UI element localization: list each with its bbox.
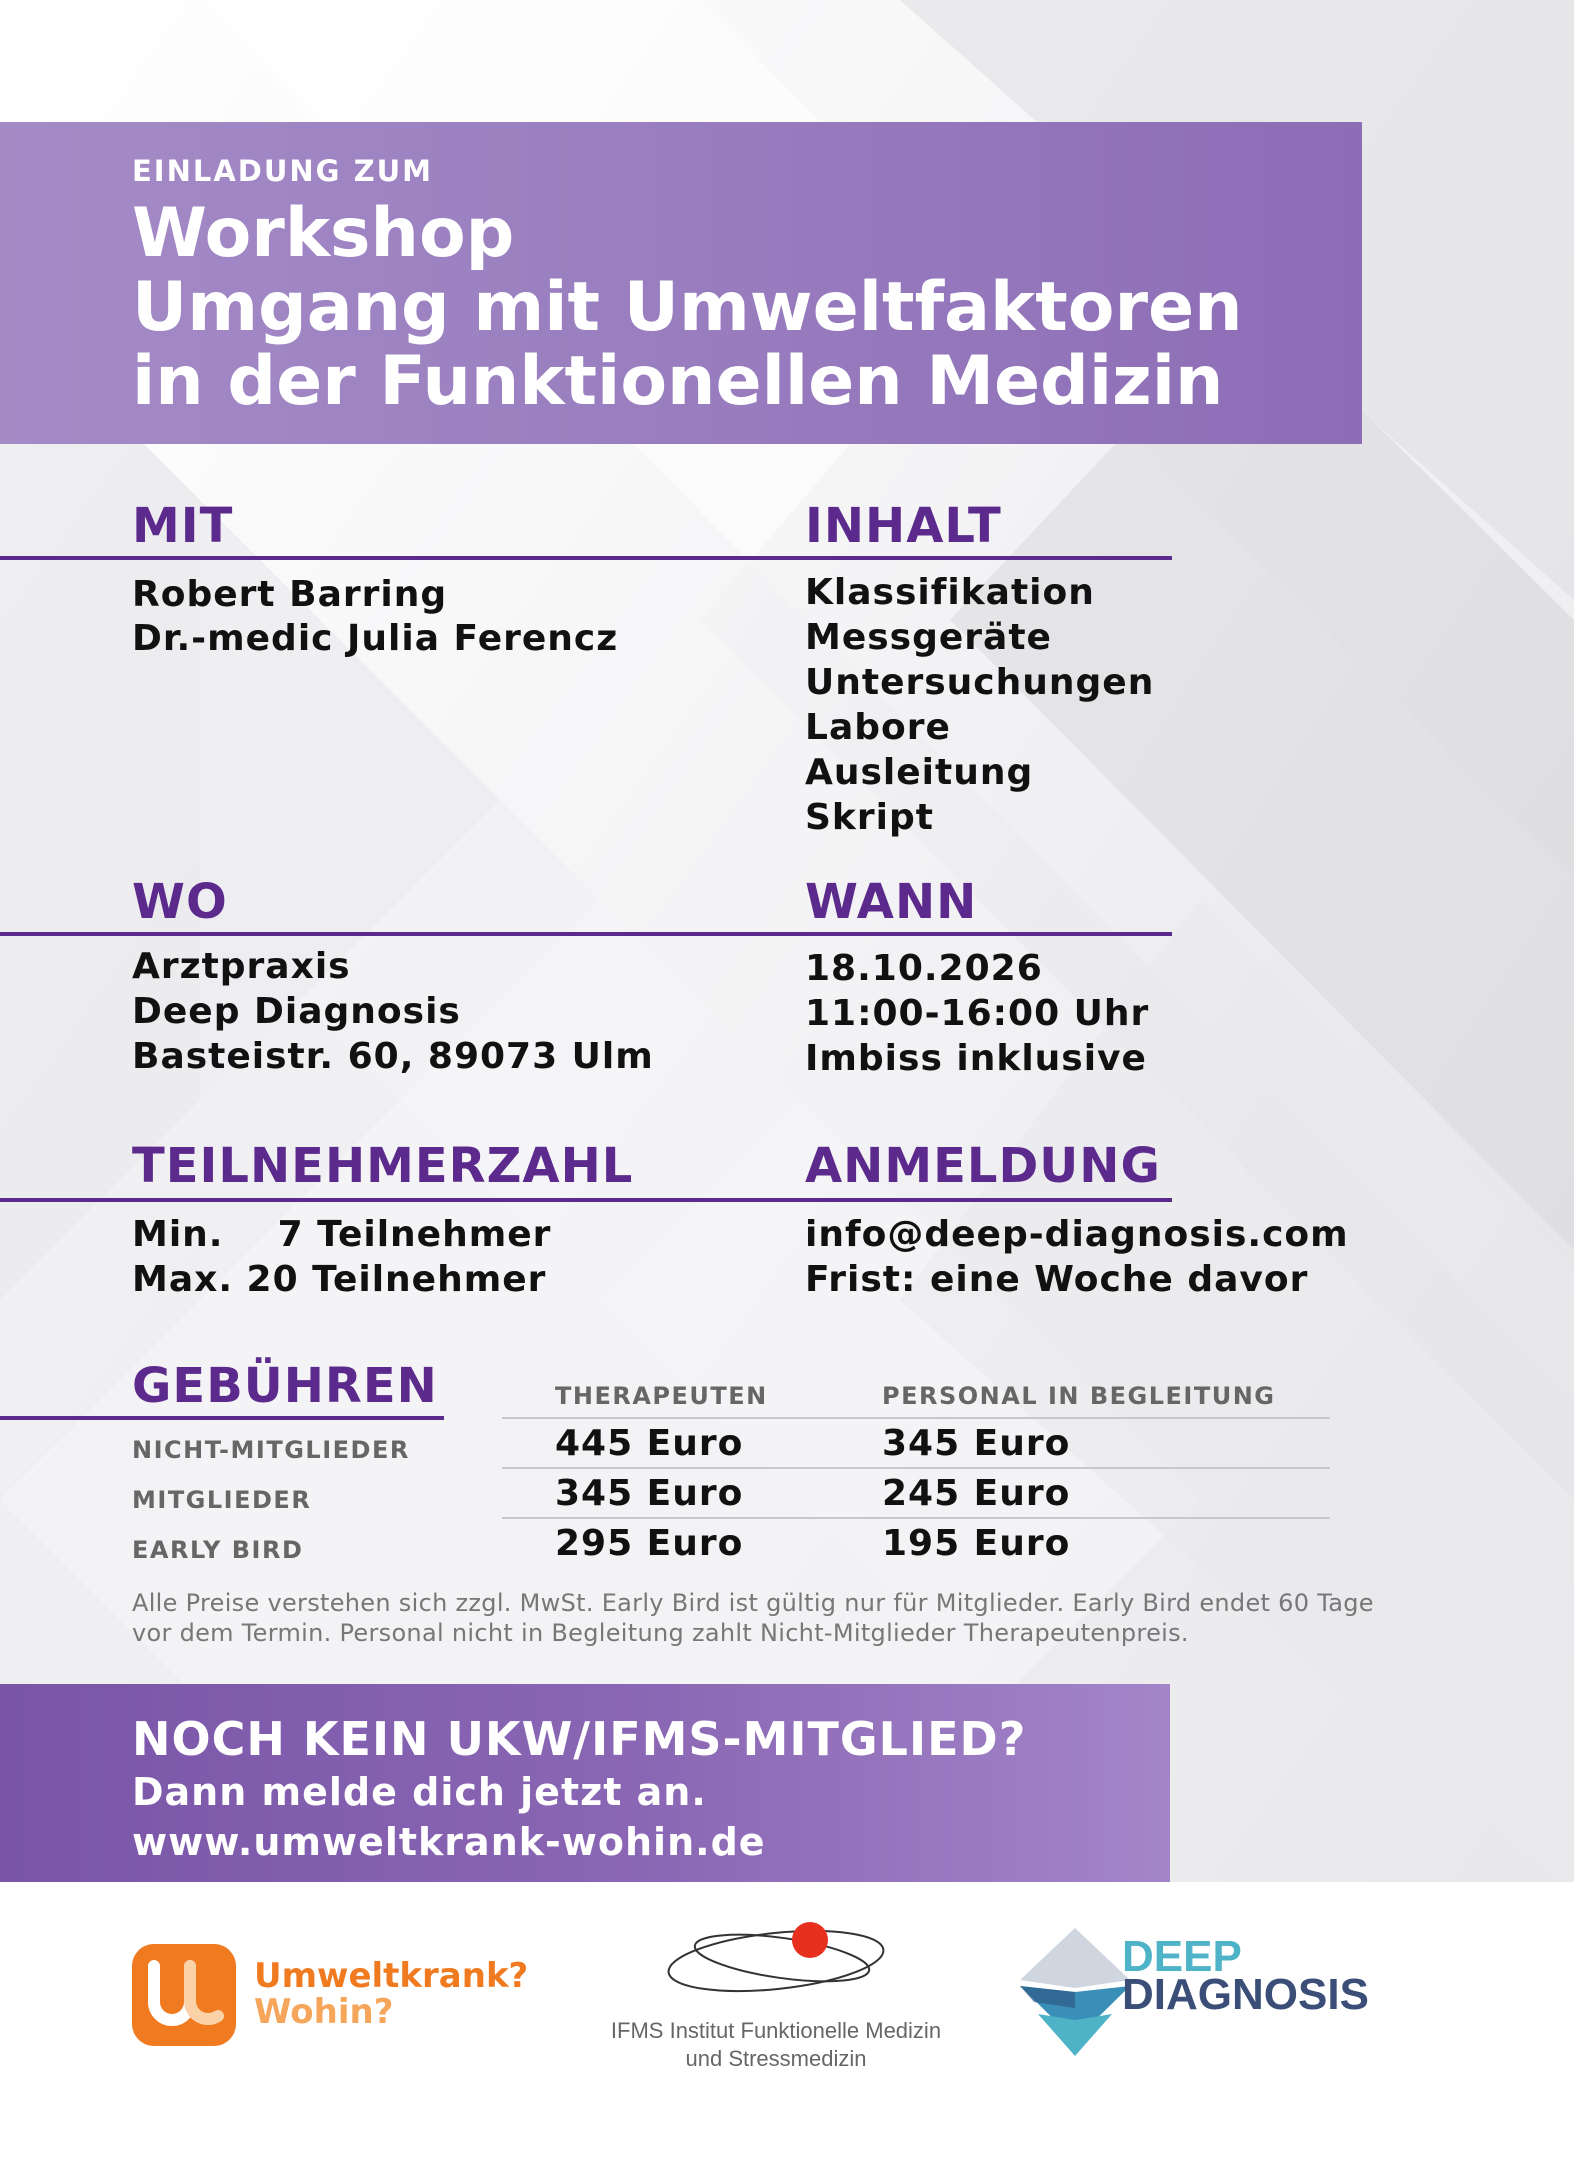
mit-line-2: Dr.-medic Julia Ferencz — [132, 618, 619, 659]
anmeldung-frist: Frist: eine Woche davor — [805, 1259, 1309, 1300]
cta-url-link[interactable]: www.umweltkrank-wohin.de — [132, 1820, 766, 1864]
fees-separator — [502, 1467, 1330, 1469]
title-line-1: Workshop — [132, 194, 515, 273]
deep-diagnosis-logo-line-2: DIAGNOSIS — [1122, 1970, 1369, 2019]
fees-separator — [502, 1517, 1330, 1519]
section-heading-wo: WO — [132, 874, 228, 930]
fees-column-personal: PERSONAL IN BEGLEITUNG — [882, 1382, 1276, 1410]
fee-row-label: EARLY BIRD — [132, 1536, 304, 1564]
teilnehmer-min: Min. 7 Teilnehmer — [132, 1214, 552, 1255]
fee-row-label: MITGLIEDER — [132, 1486, 312, 1514]
fees-note-line-2: vor dem Termin. Personal nicht in Begleitung zahlt Nicht-Mitglieder Therapeutenpreis. — [132, 1619, 1189, 1647]
fees-column-therapeuten: THERAPEUTEN — [555, 1382, 768, 1410]
ifms-logo-line-1: IFMS Institut Funktionelle Medizin — [610, 2018, 942, 2043]
fee-value: 345 Euro — [882, 1423, 1071, 1464]
title-line-3: in der Funktionellen Medizin — [132, 342, 1224, 421]
fee-row-label: NICHT-MITGLIEDER — [132, 1436, 410, 1464]
wo-line-1: Arztpraxis — [132, 946, 351, 987]
deep-diagnosis-logo-line-1: DEEP — [1122, 1932, 1242, 1981]
inhalt-line-5: Ausleitung — [805, 752, 1034, 793]
wo-line-2: Deep Diagnosis — [132, 991, 461, 1032]
teilnehmer-max: Max. 20 Teilnehmer — [132, 1259, 547, 1300]
fee-value: 445 Euro — [555, 1423, 744, 1464]
fee-value: 195 Euro — [882, 1523, 1071, 1564]
cta-line-2: Dann melde dich jetzt an. — [132, 1770, 707, 1814]
title-line-2: Umgang mit Umweltfaktoren — [132, 268, 1243, 347]
cta-headline: NOCH KEIN UKW/IFMS-MITGLIED? — [132, 1712, 1027, 1766]
wann-line-3: Imbiss inklusive — [805, 1038, 1147, 1079]
ifms-logo-line-2: und Stressmedizin — [685, 2046, 867, 2071]
section-heading-anmeldung: ANMELDUNG — [805, 1138, 1161, 1194]
divider-anmeldung — [776, 1198, 1172, 1202]
anmeldung-email[interactable]: info@deep-diagnosis.com — [805, 1214, 1349, 1255]
mit-line-1: Robert Barring — [132, 574, 448, 615]
wann-line-2: 11:00-16:00 Uhr — [805, 993, 1150, 1034]
umweltkrank-logo-line-1: Umweltkrank? — [254, 1956, 529, 1996]
fee-value: 245 Euro — [882, 1473, 1071, 1514]
fee-value: 345 Euro — [555, 1473, 744, 1514]
fees-separator — [502, 1417, 1330, 1419]
wo-line-3: Basteistr. 60, 89073 Ulm — [132, 1036, 654, 1077]
kicker-text: EINLADUNG ZUM — [132, 154, 434, 188]
divider-gebuehren — [0, 1416, 444, 1420]
inhalt-line-4: Labore — [805, 707, 951, 748]
umweltkrank-logo-icon — [132, 1944, 236, 2046]
divider-inhalt — [776, 556, 1172, 560]
fees-note-line-1: Alle Preise verstehen sich zzgl. MwSt. Early Bird ist gültig nur für Mitglieder. Early Bird endet 60 Tage — [132, 1589, 1374, 1617]
deep-diagnosis-logo-icon — [1020, 1928, 1130, 2058]
divider-teilnehmerzahl — [0, 1198, 776, 1202]
section-heading-wann: WANN — [805, 874, 978, 930]
section-heading-teilnehmerzahl: TEILNEHMERZAHL — [132, 1138, 634, 1194]
section-heading-gebuehren: GEBÜHREN — [132, 1358, 438, 1414]
umweltkrank-logo-line-2: Wohin? — [254, 1992, 394, 2032]
divider-wo — [0, 932, 776, 936]
inhalt-line-1: Klassifikation — [805, 572, 1095, 613]
section-heading-mit: MIT — [132, 498, 234, 554]
inhalt-line-6: Skript — [805, 797, 934, 838]
ifms-logo-icon — [656, 1906, 896, 2016]
wann-line-1: 18.10.2026 — [805, 948, 1043, 989]
divider-mit — [0, 556, 776, 560]
divider-wann — [776, 932, 1172, 936]
inhalt-line-2: Messgeräte — [805, 617, 1052, 658]
section-heading-inhalt: INHALT — [805, 498, 1002, 554]
fee-value: 295 Euro — [555, 1523, 744, 1564]
inhalt-line-3: Untersuchungen — [805, 662, 1155, 703]
